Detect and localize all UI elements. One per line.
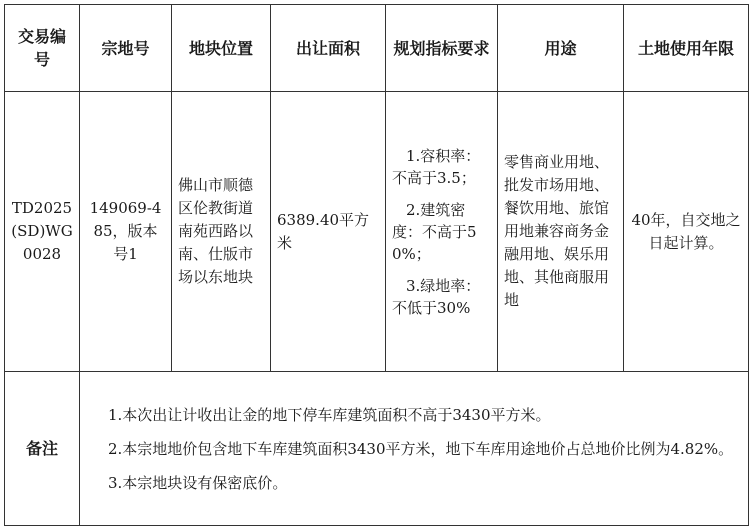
- cell-area: 6389.40平方米: [271, 92, 386, 372]
- remark-item: 2.本宗地地价包含地下车库建筑面积3430平方米，地下车库用途地价占总地价比例为4.82%。: [108, 439, 734, 458]
- cell-location: 佛山市顺德区伦教街道南苑西路以南、仕版市场以东地块: [172, 92, 271, 372]
- remark-item: 3.本宗地块设有保密底价。: [108, 473, 288, 492]
- header-area: 出让面积: [271, 5, 386, 92]
- remarks-cell: [80, 372, 749, 526]
- remark-item: 1.本次出让计收出让金的地下停车库建筑面积不高于3430平方米。: [108, 405, 551, 424]
- planning-item-far: 1.容积率：不高于3.5；: [392, 146, 481, 187]
- planning-item-green: 3.绿地率：不低于30%: [392, 276, 481, 317]
- remarks-label: 备注: [5, 372, 80, 526]
- cell-term: 40年，自交地之日起计算。: [624, 92, 749, 372]
- header-trade-no: 交易编号: [5, 5, 80, 92]
- data-row: [5, 92, 749, 372]
- header-planning: 规划指标要求: [386, 5, 498, 92]
- cell-parcel-no: 149069-485，版本号1: [80, 92, 172, 372]
- cell-trade-no: TD2025(SD)WG0028: [5, 92, 80, 372]
- remarks-row: [5, 372, 749, 526]
- cell-usage: 零售商业用地、批发市场用地、餐饮用地、旅馆用地兼容商务金融用地、娱乐用地、其他商服用地: [498, 92, 624, 372]
- header-usage: 用途: [498, 5, 624, 92]
- header-term: 土地使用年限: [624, 5, 749, 92]
- planning-item-density: 2.建筑密度：不高于50%；: [392, 200, 477, 263]
- header-parcel-no: 宗地号: [80, 5, 172, 92]
- land-transfer-table: [4, 4, 749, 526]
- header-location: 地块位置: [172, 5, 271, 92]
- header-row: [5, 5, 749, 92]
- cell-planning: [386, 92, 498, 372]
